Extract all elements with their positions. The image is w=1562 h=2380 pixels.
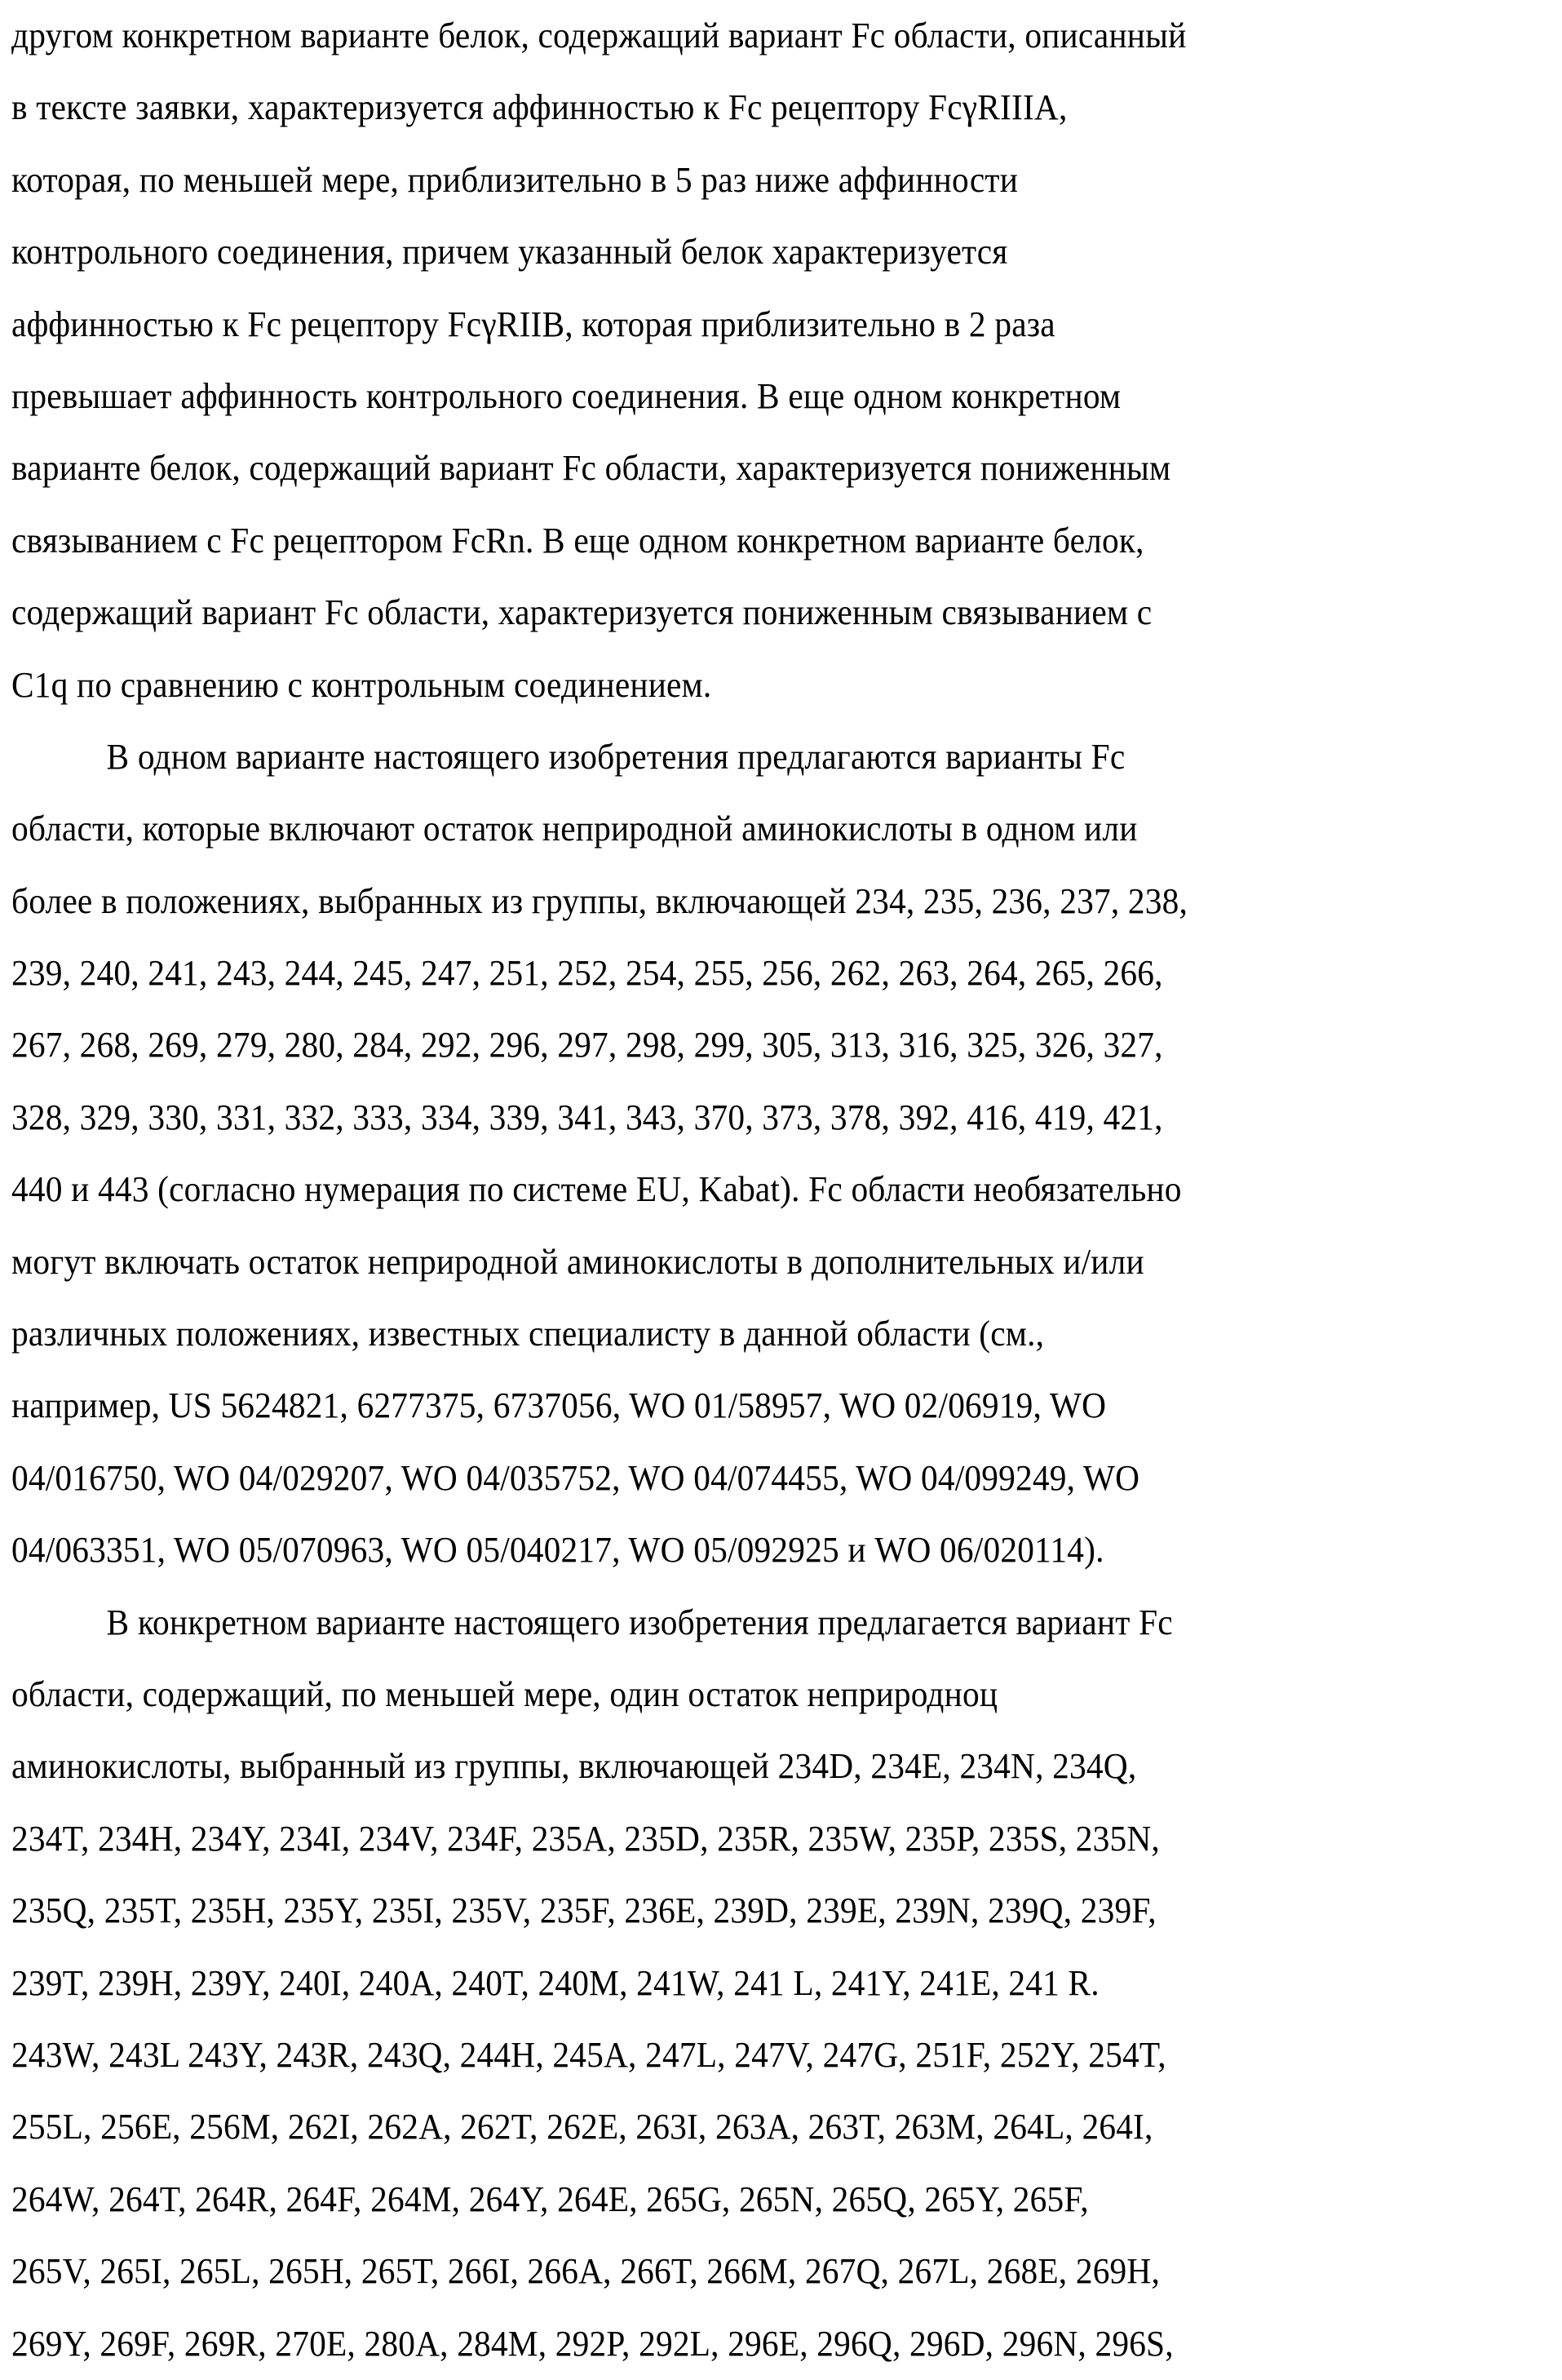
document-page: [11, 0, 1553, 2380]
text-line: другом конкретном варианте белок, содержащий вариант Fc области, описанный: [11, 16, 1187, 55]
paragraph-start-line: В конкретном варианте настоящего изобретения предлагается вариант Fc: [106, 1602, 1173, 1642]
paragraph-start-line: В одном варианте настоящего изобретения предлагаются варианты Fc: [106, 736, 1126, 777]
text-line: могут включать остаток неприродной аминокислоты в дополнительных и/или: [11, 1241, 1144, 1282]
text-line: 328, 329, 330, 331, 332, 333, 334, 339, 341, 343, 370, 373, 378, 392, 416, 419, 421,: [11, 1097, 1163, 1137]
text-line: 239T, 239H, 239Y, 240I, 240A, 240T, 240M, 241W, 241 L, 241Y, 241E, 241 R.: [11, 1962, 1100, 2003]
text-line: 04/016750, WO 04/029207, WO 04/035752, WO 04/074455, WO 04/099249, WO: [11, 1457, 1140, 1498]
text-line: например, US 5624821, 6277375, 6737056, WO 01/58957, WO 02/06919, WO: [11, 1385, 1107, 1426]
text-line: превышает аффинность контрольного соединения. В еще одном конкретном: [11, 375, 1122, 416]
text-line: 264W, 264T, 264R, 264F, 264M, 264Y, 264E, 265G, 265N, 265Q, 265Y, 265F,: [11, 2178, 1089, 2219]
text-line: варианте белок, содержащий вариант Fc области, характеризуется пониженным: [11, 448, 1171, 489]
text-line: 234T, 234H, 234Y, 234I, 234V, 234F, 235A, 235D, 235R, 235W, 235P, 235S, 235N,: [11, 1818, 1160, 1859]
text-line: 440 и 443 (согласно нумерация по системе EU, Kabat). Fc области необязательно: [11, 1169, 1182, 1210]
text-line: связыванием с Fc рецептором FcRn. В еще одном конкретном варианте белок,: [11, 520, 1144, 561]
text-line: 239, 240, 241, 243, 244, 245, 247, 251, 252, 254, 255, 256, 262, 263, 264, 265, 266,: [11, 953, 1163, 994]
text-line: в тексте заявки, характеризуется аффинностью к Fc рецептору FcγRIIIA,: [11, 87, 1068, 128]
text-line: более в положениях, выбранных из группы, включающей 234, 235, 236, 237, 238,: [11, 880, 1188, 921]
text-line: области, содержащий, по меньшей мере, один остаток неприродноц: [11, 1673, 998, 1714]
text-line: различных положениях, известных специалисту в данной области (см.,: [11, 1314, 1045, 1354]
text-line: аффинностью к Fc рецептору FcγRIIB, которая приблизительно в 2 раза: [11, 304, 1055, 344]
text-line: контрольного соединения, причем указанный белок характеризуется: [11, 232, 1008, 273]
text-line: 04/063351, WO 05/070963, WO 05/040217, WO 05/092925 и WO 06/020114).: [11, 1530, 1104, 1571]
text-line: C1q по сравнению с контрольным соединением.: [11, 664, 712, 705]
text-line: 255L, 256E, 256M, 262I, 262A, 262T, 262E, 263I, 263A, 263T, 263M, 264L, 264I,: [11, 2107, 1153, 2147]
text-line: 269Y, 269F, 269R, 270E, 280A, 284M, 292P, 292L, 296E, 296Q, 296D, 296N, 296S,: [11, 2323, 1174, 2364]
text-line: 267, 268, 269, 279, 280, 284, 292, 296, 297, 298, 299, 305, 313, 316, 325, 326, 327,: [11, 1025, 1163, 1066]
text-line: содержащий вариант Fc области, характеризуется пониженным связыванием с: [11, 592, 1153, 633]
text-line: аминокислоты, выбранный из группы, включающей 234D, 234E, 234N, 234Q,: [11, 1746, 1137, 1787]
text-line: которая, по меньшей мере, приблизительно в 5 раз ниже аффинности: [11, 159, 1019, 200]
text-line: 235Q, 235T, 235H, 235Y, 235I, 235V, 235F, 236E, 239D, 239E, 239N, 239Q, 239F,: [11, 1890, 1157, 1931]
text-line: 243W, 243L 243Y, 243R, 243Q, 244H, 245A, 247L, 247V, 247G, 251F, 252Y, 254T,: [11, 2034, 1166, 2075]
text-line: области, которые включают остаток неприродной аминокислоты в одном или: [11, 809, 1138, 849]
text-line: 265V, 265I, 265L, 265H, 265T, 266I, 266A, 266T, 266M, 267Q, 267L, 268E, 269H,: [11, 2251, 1161, 2292]
